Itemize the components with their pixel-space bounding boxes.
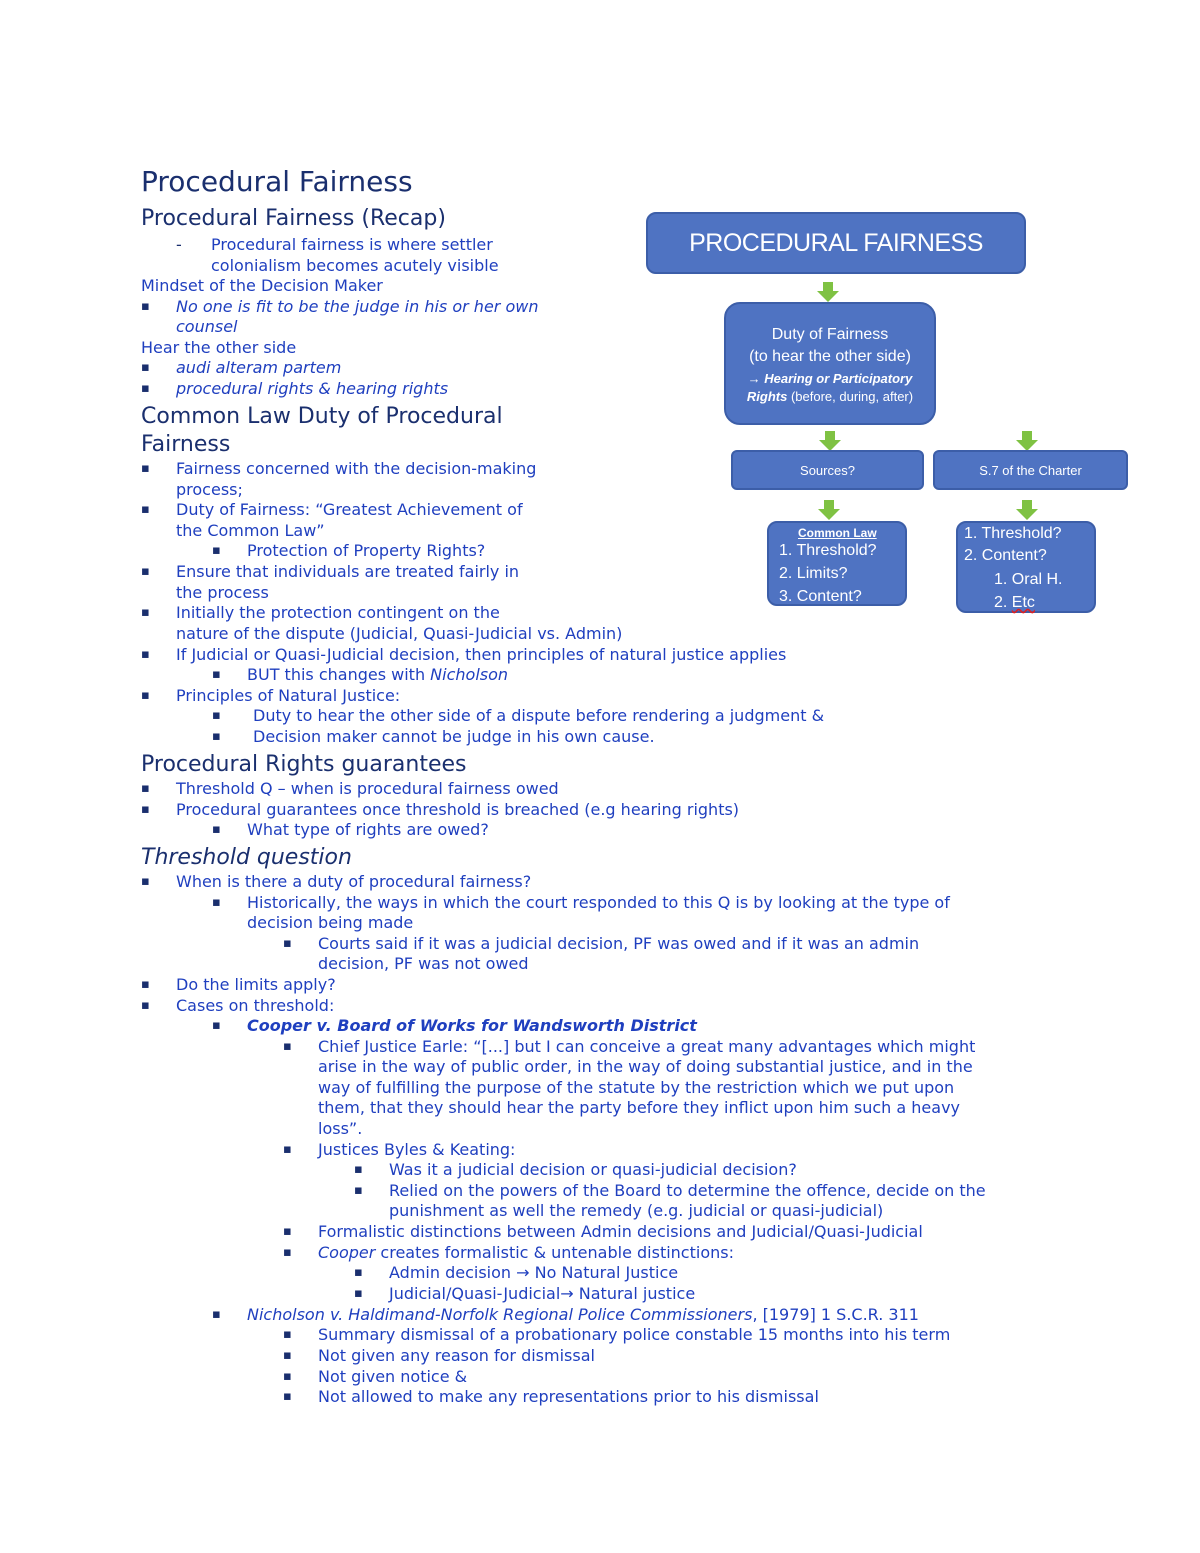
common-law-item-1: 1. Threshold? — [779, 542, 877, 559]
common-law-item-3: 3. Content? — [779, 588, 862, 605]
diagram-sources-box — [731, 450, 924, 490]
bullet: ▪ — [283, 1224, 292, 1239]
duty-line4: Rights (before, during, after) — [746, 389, 914, 404]
cl-item6-sub2: Decision maker cannot be judge in his own cause. — [253, 727, 655, 746]
bullet: ▪ — [283, 1245, 292, 1260]
cl-item2-line1: Duty of Fairness: “Greatest Achievement of — [176, 500, 523, 519]
cooper-creates-item: Cooper creates formalistic & untenable distinctions: — [318, 1243, 734, 1262]
common-law-item-2: 2. Limits? — [779, 565, 848, 582]
bullet: ▪ — [141, 688, 150, 703]
arrow-down-icon — [817, 282, 839, 302]
bullet: ▪ — [141, 360, 150, 375]
th-item1-subsub-line2: decision, PF was not owed — [318, 954, 529, 973]
cooper-case: Cooper v. Board of Works for Wandsworth District — [247, 1016, 697, 1035]
nicholson-item4: Not allowed to make any representations prior to his dismissal — [318, 1387, 819, 1406]
bullet: ▪ — [354, 1162, 363, 1177]
justices-item: Justices Byles & Keating: — [318, 1140, 516, 1159]
bullet: ▪ — [212, 543, 221, 558]
bullet: ▪ — [141, 998, 150, 1013]
charter-subitem-2: 2. Etc — [994, 594, 1035, 611]
duty-line1: Duty of Fairness — [771, 326, 889, 343]
bullet: ▪ — [141, 802, 150, 817]
cl-item2-sub: Protection of Property Rights? — [247, 541, 486, 560]
rights-item1: Threshold Q – when is procedural fairness owed — [176, 779, 559, 798]
arrow-down-icon — [1016, 500, 1038, 520]
bullet: ▪ — [283, 1327, 292, 1342]
cl-item4-line1: Initially the protection contingent on the — [176, 603, 500, 622]
th-item2: Do the limits apply? — [176, 975, 336, 994]
rights-item2: Procedural guarantees once threshold is breached (e.g hearing rights) — [176, 800, 740, 819]
arrow-down-icon — [818, 500, 840, 520]
charter-item-2: 2. Content? — [964, 547, 1047, 564]
bullet: ▪ — [141, 647, 150, 662]
bullet: ▪ — [354, 1265, 363, 1280]
common-law-heading-line2: Fairness — [141, 432, 231, 457]
cooper-quote-line3: way of fulfilling the purpose of the statute by the restriction which we put upon — [318, 1078, 955, 1097]
th-item3: Cases on threshold: — [176, 996, 335, 1015]
th-item1-subsub-line1: Courts said if it was a judicial decision, PF was owed and if it was an admin — [318, 934, 920, 953]
recap-item-line2: colonialism becomes acutely visible — [211, 256, 499, 275]
justices-sub1: Was it a judicial decision or quasi-judicial decision? — [389, 1160, 797, 1179]
bullet: ▪ — [212, 667, 221, 682]
diagram-duty-box — [724, 302, 936, 425]
cooper-quote-line1: Chief Justice Earle: “[...] but I can conceive a great many advantages which might — [318, 1037, 976, 1056]
duty-line3: → Hearing or Participatory — [747, 371, 913, 386]
charter-item-1: 1. Threshold? — [964, 525, 1062, 542]
cl-item2-line2: the Common Law” — [176, 521, 325, 540]
bullet: ▪ — [283, 1142, 292, 1157]
arrow-down-icon — [1016, 431, 1038, 451]
cl-item6-sub1: Duty to hear the other side of a dispute before rendering a judgment & — [253, 706, 825, 725]
bullet: ▪ — [141, 977, 150, 992]
cooper-quote-line5: loss”. — [318, 1119, 363, 1138]
th-item1-sub-line1: Historically, the ways in which the court responded to this Q is by looking at the type of — [247, 893, 950, 912]
bullet: ▪ — [212, 708, 221, 723]
recap-item-line1: Procedural fairness is where settler — [211, 235, 493, 254]
mindset-label: Mindset of the Decision Maker — [141, 276, 383, 295]
cooper-quote-line2: arise in the way of public order, in the way of doing substantial justice, and in the — [318, 1057, 973, 1076]
bullet: ▪ — [141, 605, 150, 620]
cl-item6: Principles of Natural Justice: — [176, 686, 401, 705]
page-title: Procedural Fairness — [141, 165, 413, 198]
charter-label: S.7 of the Charter — [979, 463, 1082, 478]
bullet: ▪ — [212, 822, 221, 837]
bullet: ▪ — [141, 299, 150, 314]
dash-bullet: - — [176, 235, 182, 254]
bullet: ▪ — [141, 564, 150, 579]
nicholson-item3: Not given notice & — [318, 1367, 468, 1386]
bullet: ▪ — [212, 895, 221, 910]
cooper-creates-sub1: Admin decision → No Natural Justice — [389, 1263, 679, 1282]
th-item1-sub-line2: decision being made — [247, 913, 414, 932]
hear-item-1: audi alteram partem — [176, 358, 342, 377]
justices-sub2-line1: Relied on the powers of the Board to determine the offence, decide on the — [389, 1181, 986, 1200]
bullet: ▪ — [212, 729, 221, 744]
diagram-main-box — [646, 212, 1026, 274]
cl-item3-line2: the process — [176, 583, 269, 602]
bullet: ▪ — [212, 1307, 221, 1322]
rights-heading: Procedural Rights guarantees — [141, 752, 467, 777]
diagram-charter-detail-box — [956, 521, 1096, 613]
bullet: ▪ — [141, 502, 150, 517]
bullet: ▪ — [354, 1286, 363, 1301]
cl-item1-line1: Fairness concerned with the decision-making — [176, 459, 537, 478]
cl-item1-line2: process; — [176, 480, 243, 499]
hear-item-2: procedural rights & hearing rights — [176, 379, 449, 398]
bullet: ▪ — [283, 1348, 292, 1363]
duty-line2: (to hear the other side) — [749, 348, 911, 365]
diagram-main-label: PROCEDURAL FAIRNESS — [689, 229, 983, 257]
arrow-down-icon — [819, 431, 841, 451]
bullet: ▪ — [283, 1039, 292, 1054]
diagram-common-law-box — [767, 521, 907, 606]
cl-item5: If Judicial or Quasi-Judicial decision, then principles of natural justice applies — [176, 645, 787, 664]
common-law-heading-line1: Common Law Duty of Procedural — [141, 404, 503, 429]
common-law-title: Common Law — [798, 526, 877, 540]
mindset-item-line1: No one is fit to be the judge in his or her own — [176, 297, 539, 316]
charter-subitem-1: 1. Oral H. — [994, 571, 1063, 588]
bullet: ▪ — [141, 874, 150, 889]
bullet: ▪ — [141, 781, 150, 796]
cl-item5-sub: BUT this changes with Nicholson — [247, 665, 509, 684]
th-item1: When is there a duty of procedural fairness? — [176, 872, 532, 891]
cl-item4-line2: nature of the dispute (Judicial, Quasi-Judicial vs. Admin) — [176, 624, 623, 643]
rights-item2-sub: What type of rights are owed? — [247, 820, 489, 839]
sources-label: Sources? — [800, 463, 855, 478]
hear-label: Hear the other side — [141, 338, 297, 357]
cooper-creates-sub2: Judicial/Quasi-Judicial→ Natural justice — [389, 1284, 696, 1303]
bullet: ▪ — [141, 461, 150, 476]
threshold-heading: Threshold question — [141, 845, 352, 870]
formalistic-item: Formalistic distinctions between Admin decisions and Judicial/Quasi-Judicial — [318, 1222, 923, 1241]
nicholson-item2: Not given any reason for dismissal — [318, 1346, 595, 1365]
bullet: ▪ — [354, 1183, 363, 1198]
cl-item3-line1: Ensure that individuals are treated fairly in — [176, 562, 520, 581]
bullet: ▪ — [283, 936, 292, 951]
nicholson-item1: Summary dismissal of a probationary police constable 15 months into his term — [318, 1325, 951, 1344]
bullet: ▪ — [283, 1389, 292, 1404]
nicholson-case: Nicholson v. Haldimand-Norfolk Regional Police Commissioners, [1979] 1 S.C.R. 311 — [247, 1305, 919, 1324]
mindset-item-line2: counsel — [176, 317, 238, 336]
recap-heading: Procedural Fairness (Recap) — [141, 206, 446, 231]
bullet: ▪ — [141, 381, 150, 396]
bullet: ▪ — [212, 1018, 221, 1033]
diagram-charter-box — [933, 450, 1128, 490]
cooper-quote-line4: them, that they should hear the party before they inflict upon him such a heavy — [318, 1098, 961, 1117]
justices-sub2-line2: punishment as well the remedy (e.g. judicial or quasi-judicial) — [389, 1201, 884, 1220]
bullet: ▪ — [283, 1369, 292, 1384]
